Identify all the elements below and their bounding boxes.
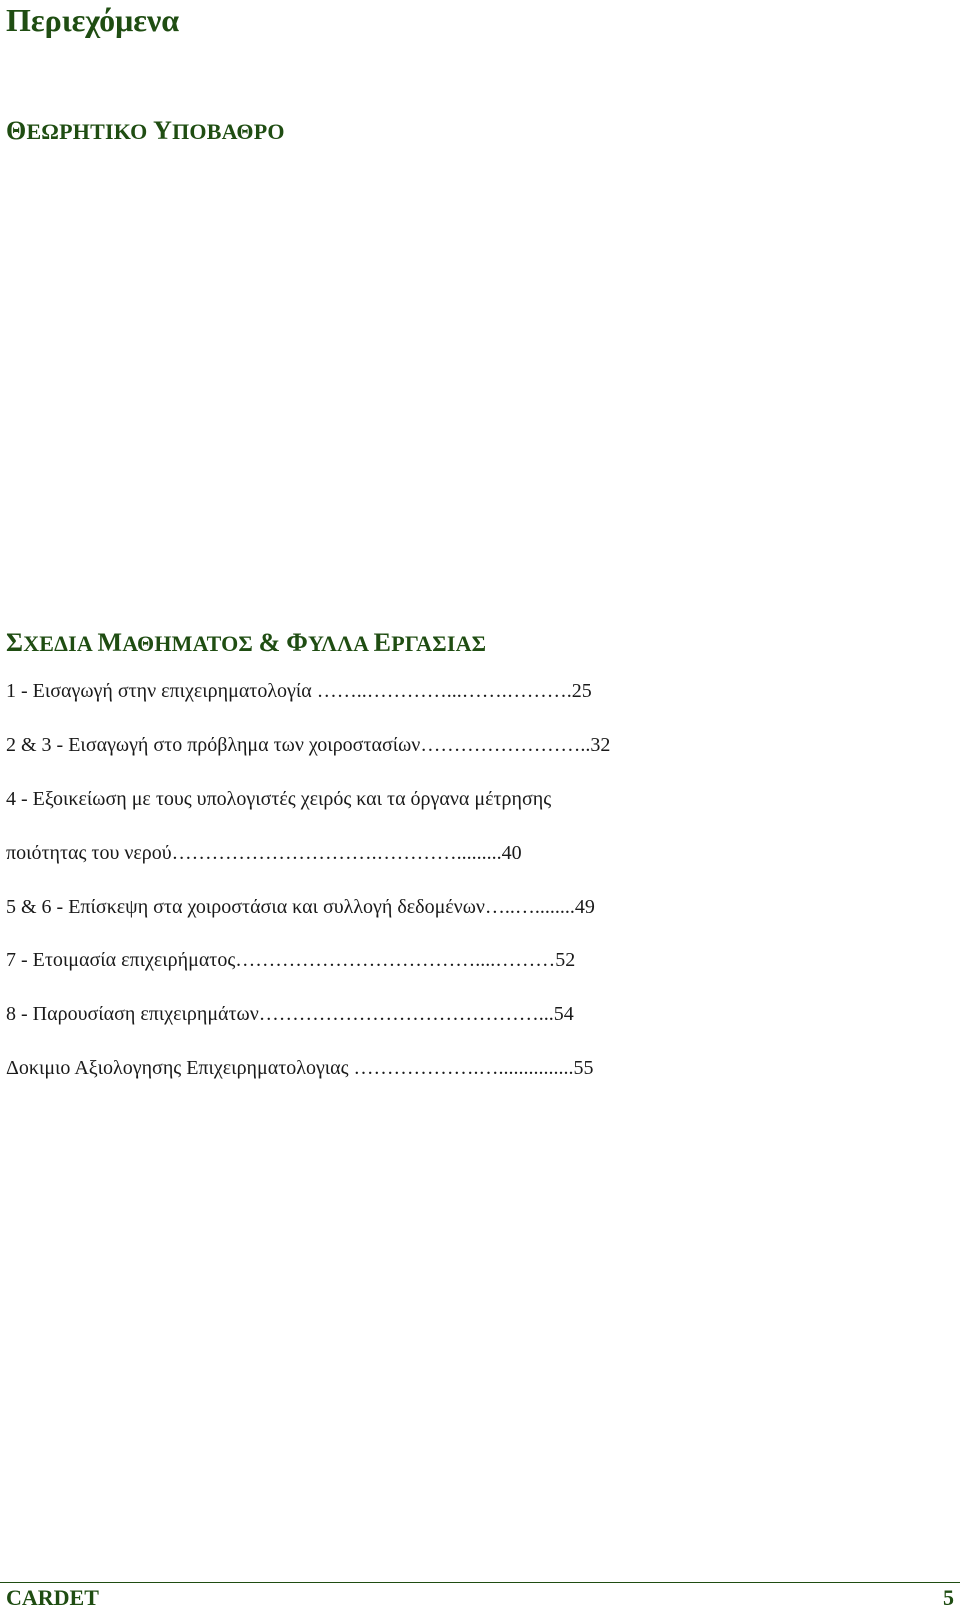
heading-initial: Μ (97, 628, 123, 657)
heading-rest: ΕΩΡΗΤΙΚΟ (26, 119, 154, 144)
heading-initial: Σ (6, 628, 24, 657)
heading-initial: Ε (373, 628, 392, 657)
section-heading-theory (6, 116, 285, 147)
toc-entry[interactable]: 1 - Εισαγωγή στην επιχειρηματολογία ……..…………...…….……….25 (6, 680, 592, 702)
heading-initial: Φ (286, 628, 308, 657)
toc-entry[interactable]: 2 & 3 - Εισαγωγή στο πρόβλημα των χοιροστασίων……………………..32 (6, 734, 611, 756)
footer-page-number: 5 (943, 1585, 954, 1610)
heading-rest: ΧΕΔΙΑ (23, 631, 98, 656)
toc-entry[interactable]: Δοκιμιο Αξιολογησης Επιχειρηματολογιας ……………….…...............55 (6, 1057, 594, 1079)
heading-initial: Υ (153, 116, 173, 145)
heading-rest: ΠΟΒΑΘΡΟ (172, 119, 285, 144)
footer-divider (0, 1582, 960, 1583)
toc-entry[interactable]: 7 - Ετοιμασία επιχειρήματος………………………………....………52 (6, 949, 576, 971)
toc-entry[interactable]: 5 & 6 - Επίσκεψη στα χοιροστάσια και συλλογή δεδομένων…..…........49 (6, 896, 595, 918)
toc-entry[interactable]: 8 - Παρουσίαση επιχειρημάτων……………………………………...54 (6, 1003, 574, 1025)
heading-rest: ΡΓΑΣΙΑΣ (391, 631, 487, 656)
heading-ampersand: & (258, 628, 281, 657)
heading-initial: Θ (6, 116, 27, 145)
heading-rest: ΑΘΗΜΑΤΟΣ (122, 631, 259, 656)
section-heading-lesson-plans (6, 628, 486, 659)
heading-rest: ΥΛΛΑ (308, 631, 374, 656)
toc-entry[interactable]: ποιότητας του νερού………………………….………….........40 (6, 842, 522, 864)
toc-entry[interactable]: 4 - Εξοικείωση με τους υπολογιστές χειρός και τα όργανα μέτρησης (6, 788, 552, 810)
footer-brand: CARDET (6, 1585, 99, 1610)
page-title: Περιεχόμενα (6, 2, 180, 38)
